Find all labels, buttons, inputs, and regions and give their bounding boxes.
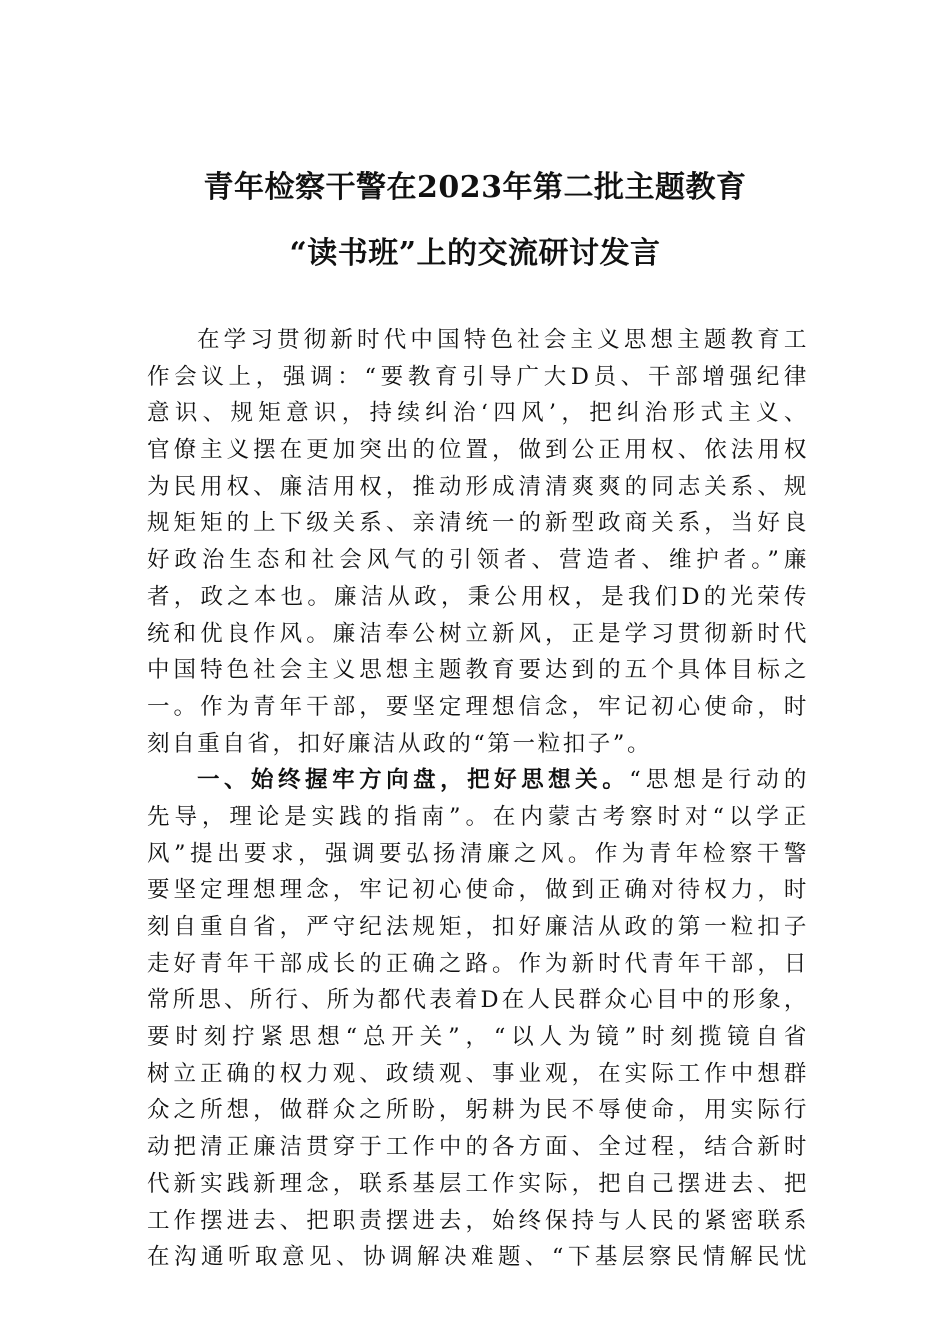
paragraph-1-line: 者，政之本也。廉洁从政，秉公用权，是我们D的光荣传 <box>147 583 809 610</box>
section-1-line: 工作摆进去、把职责摆进去，始终保持与人民的紧密联系 <box>147 1207 809 1234</box>
paragraph-1-line: 统和优良作风。廉洁奉公树立新风，正是学习贯彻新时代 <box>147 620 809 647</box>
section-1-line: 要时刻拧紧思想“总开关”，“以人为镜”时刻揽镜自省 <box>147 1024 809 1051</box>
title-line-1: 青年检察干警在2023年第二批主题教育 <box>203 170 747 205</box>
paragraph-1-line: 作会议上，强调：“要教育引导广大D员、干部增强纪律 <box>147 363 809 390</box>
section-1-line: 动把清正廉洁贯穿于工作中的各方面、全过程，结合新时 <box>147 1134 809 1161</box>
paragraph-1-line: 好政治生态和社会风气的引领者、营造者、维护者。”廉 <box>147 547 809 574</box>
paragraph-1-line: 中国特色社会主义思想主题教育要达到的五个具体目标之 <box>147 657 809 684</box>
section-1-line: 在沟通听取意见、协调解决难题、“下基层察民情解民忧 <box>147 1244 809 1271</box>
section-1-line: 走好青年干部成长的正确之路。作为新时代青年干部，日 <box>147 950 809 977</box>
section-1-line: 要坚定理想理念，牢记初心使命，做到正确对待权力，时 <box>147 877 809 904</box>
paragraph-1-line: 刻自重自省，扣好廉洁从政的“第一粒扣子”。 <box>147 730 653 757</box>
section-1-line: 代新实践新理念，联系基层工作实际，把自己摆进去、把 <box>147 1170 809 1197</box>
paragraph-1-line: 在学习贯彻新时代中国特色社会主义思想主题教育工 <box>197 327 809 353</box>
section-1-line: 风”提出要求，强调要弘扬清廉之风。作为青年检察干警 <box>147 840 809 867</box>
paragraph-1-line: 规矩矩的上下级关系、亲清统一的新型政商关系，当好良 <box>147 510 809 537</box>
title-line-2: “读书班”上的交流研讨发言 <box>289 236 661 271</box>
section-1-first-line <box>147 762 809 799</box>
section-1-first-line-rest: “思想是行动的 <box>629 767 809 794</box>
section-1-line: 刻自重自省，严守纪法规矩，扣好廉洁从政的第一粒扣子 <box>147 914 809 940</box>
section-1-line: 先导，理论是实践的指南”。在内蒙古考察时对“以学正 <box>147 803 809 830</box>
paragraph-1-line: 一。作为青年干部，要坚定理想信念，牢记初心使命，时 <box>147 693 809 720</box>
paragraph-1-line: 为民用权、廉洁用权，推动形成清清爽爽的同志关系、规 <box>147 473 809 500</box>
section-1-heading: 一、始终握牢方向盘，把好思想关。 <box>197 767 630 794</box>
document-body <box>147 322 809 1276</box>
section-1-line: 众之所想，做群众之所盼，躬耕为民不辱使命，用实际行 <box>147 1097 809 1124</box>
section-1-line: 常所思、所行、所为都代表着D在人民群众心目中的形象， <box>147 987 809 1014</box>
paragraph-1-line: 意识、规矩意识，持续纠治‘四风’，把纠治形式主义、 <box>147 400 809 427</box>
section-1-line: 树立正确的权力观、政绩观、事业观，在实际工作中想群 <box>147 1060 809 1087</box>
paragraph-1-line: 官僚主义摆在更加突出的位置，做到公正用权、依法用权 <box>147 437 809 464</box>
